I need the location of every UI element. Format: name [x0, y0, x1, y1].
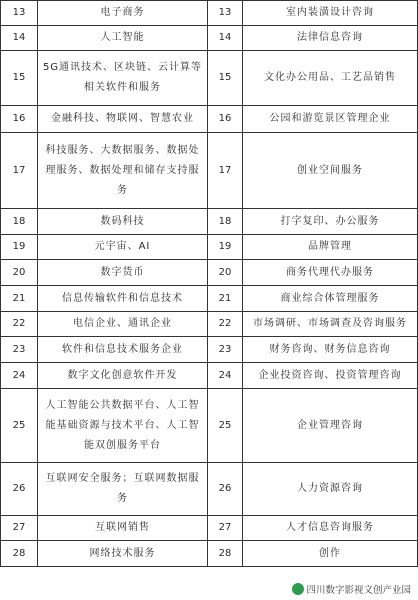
table-row — [1, 1, 418, 26]
industry-left: 信息传输软件和信息技术 — [38, 286, 208, 312]
table-row — [1, 235, 418, 260]
industry-right: 财务咨询、财务信息咨询 — [243, 337, 418, 363]
row-number-right: 23 — [208, 337, 243, 363]
table-row — [1, 389, 418, 463]
row-number-right: 13 — [208, 1, 243, 26]
row-number-left: 27 — [1, 516, 38, 541]
row-number-left: 15 — [1, 51, 38, 106]
row-number-left: 18 — [1, 209, 38, 235]
industry-left: 数字文化创意软件开发 — [38, 363, 208, 389]
table-row — [1, 51, 418, 106]
table-row — [1, 106, 418, 133]
industry-left: 人工智能公共数据平台、人工智能基础资源与技术平台、人工智能双创服务平台 — [38, 389, 208, 463]
row-number-left: 16 — [1, 106, 38, 133]
row-number-right: 18 — [208, 209, 243, 235]
table-row — [1, 26, 418, 51]
row-number-right: 24 — [208, 363, 243, 389]
row-number-left: 14 — [1, 26, 38, 51]
industry-left: 人工智能 — [38, 26, 208, 51]
industry-left: 网络技术服务 — [38, 541, 208, 567]
industry-right: 品牌管理 — [243, 235, 418, 260]
row-number-right: 20 — [208, 260, 243, 286]
industry-right: 室内装潢设计咨询 — [243, 1, 418, 26]
industry-right: 文化办公用品、工艺品销售 — [243, 51, 418, 106]
row-number-right: 25 — [208, 389, 243, 463]
row-number-right: 26 — [208, 463, 243, 516]
table-row — [1, 260, 418, 286]
row-number-right: 21 — [208, 286, 243, 312]
industry-left: 互联网销售 — [38, 516, 208, 541]
industry-right: 人力资源咨询 — [243, 463, 418, 516]
industry-right: 公园和游览景区管理企业 — [243, 106, 418, 133]
industry-left: 电信企业、通讯企业 — [38, 312, 208, 337]
table-row — [1, 337, 418, 363]
industry-right: 打字复印、办公服务 — [243, 209, 418, 235]
row-number-left: 25 — [1, 389, 38, 463]
industry-left: 元宇宙、AI — [38, 235, 208, 260]
row-number-right: 15 — [208, 51, 243, 106]
table-row — [1, 286, 418, 312]
industry-left: 电子商务 — [38, 1, 208, 26]
row-number-right: 14 — [208, 26, 243, 51]
row-number-right: 27 — [208, 516, 243, 541]
row-number-right: 17 — [208, 133, 243, 209]
row-number-left: 24 — [1, 363, 38, 389]
industry-left: 互联网安全服务；互联网数据服务 — [38, 463, 208, 516]
table-row — [1, 541, 418, 567]
industry-left: 数码科技 — [38, 209, 208, 235]
table-row — [1, 463, 418, 516]
industry-right: 企业管理咨询 — [243, 389, 418, 463]
industry-left: 数字货币 — [38, 260, 208, 286]
industry-left: 5G通讯技术、区块链、云计算等相关软件和服务 — [38, 51, 208, 106]
row-number-left: 22 — [1, 312, 38, 337]
industry-left: 科技服务、大数据服务、数据处理服务、数据处理和储存支持服务 — [38, 133, 208, 209]
row-number-left: 13 — [1, 1, 38, 26]
row-number-left: 19 — [1, 235, 38, 260]
table-row — [1, 516, 418, 541]
row-number-right: 16 — [208, 106, 243, 133]
row-number-left: 23 — [1, 337, 38, 363]
industry-left: 金融科技、物联网、智慧农业 — [38, 106, 208, 133]
watermark-text: 四川数字影视文创产业园 — [306, 585, 411, 596]
watermark — [289, 581, 414, 597]
row-number-left: 28 — [1, 541, 38, 567]
industry-right: 人才信息咨询服务 — [243, 516, 418, 541]
industry-right: 商务代理代办服务 — [243, 260, 418, 286]
table-row — [1, 363, 418, 389]
industry-right: 创业空间服务 — [243, 133, 418, 209]
industry-right: 商业综合体管理服务 — [243, 286, 418, 312]
table-row — [1, 312, 418, 337]
industry-left: 软件和信息技术服务企业 — [38, 337, 208, 363]
industry-right: 创作 — [243, 541, 418, 567]
table-row — [1, 133, 418, 209]
industry-right: 法律信息咨询 — [243, 26, 418, 51]
wechat-logo-icon — [292, 583, 304, 595]
row-number-right: 22 — [208, 312, 243, 337]
row-number-left: 17 — [1, 133, 38, 209]
row-number-right: 19 — [208, 235, 243, 260]
industry-right: 企业投资咨询、投资管理咨询 — [243, 363, 418, 389]
row-number-left: 20 — [1, 260, 38, 286]
table-row — [1, 209, 418, 235]
row-number-left: 26 — [1, 463, 38, 516]
industry-right: 市场调研、市场调查及咨询服务 — [243, 312, 418, 337]
row-number-left: 21 — [1, 286, 38, 312]
row-number-right: 28 — [208, 541, 243, 567]
